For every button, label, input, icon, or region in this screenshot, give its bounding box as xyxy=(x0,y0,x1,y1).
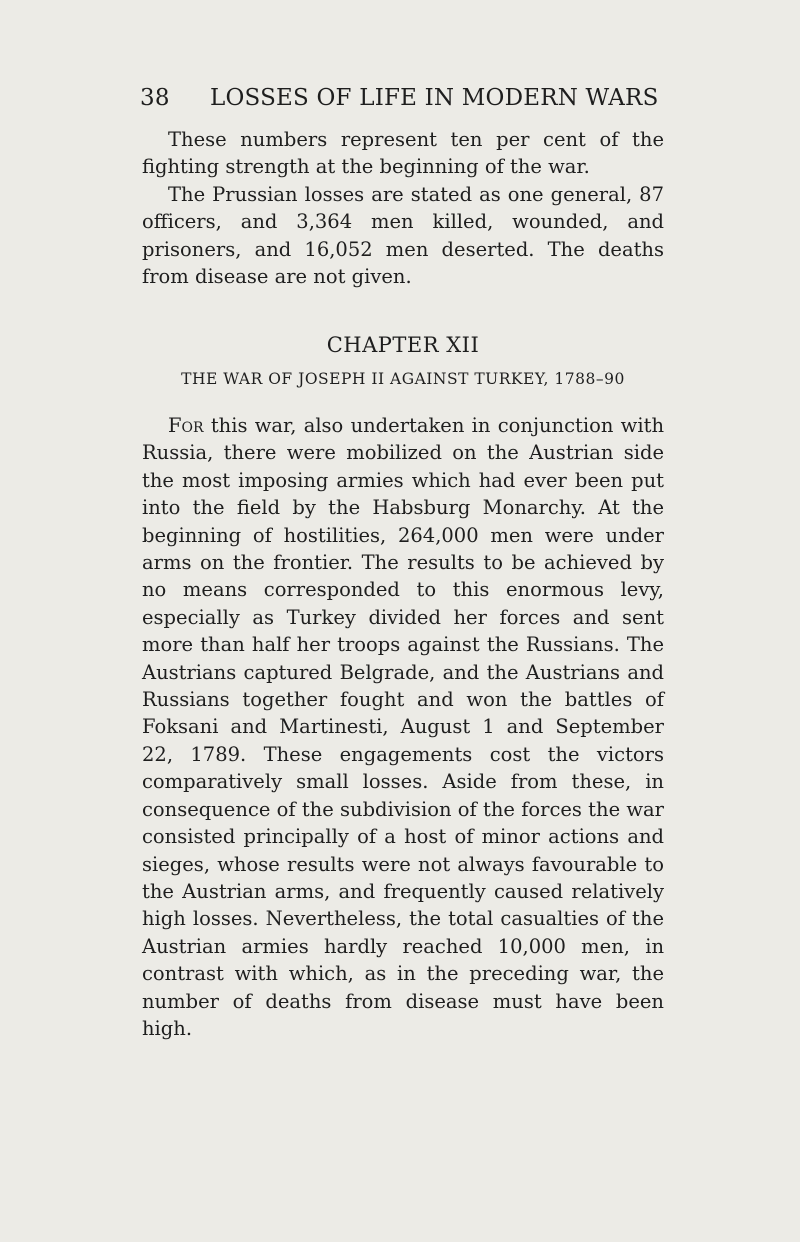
paragraph-body: this war, also undertaken in conjunction with Russia, there were mobilized on the Austrian side the most imposing armies which had ever been put into the field by the Habsburg Monarchy. At the beginning of hostilities, 264,000 men were under arms on the frontier. The results to be achieved by no means corresponded to this enormous levy, especially as Turkey divided her forces and sent more than half her troops against the Russians. The Austrians captured Belgrade, and the Austrians and Russians together fought and won the battles of Foksani and Martinesti, August 1 and September 22, 1789. These engagements cost the victors comparatively small losses. Aside from these, in consequence of the subdivision of the forces the war consisted principally of a host of minor actions and sieges, whose results were not always favourable to the Austrian arms, and frequently caused relatively high losses. Nevertheless, the total casualties of the Austrian armies hardly reached 10,000 men, in contrast with which, as in the preceding war, the number of deaths from disease must have been high. xyxy=(142,414,664,1040)
running-title: LOSSES OF LIFE IN MODERN WARS xyxy=(210,85,659,111)
page-number: 38 xyxy=(140,85,170,111)
lead-word: For xyxy=(168,414,204,437)
paragraph: These numbers represent ten per cent of the fighting strength at the beginning of the war. xyxy=(142,128,664,179)
main-text-block xyxy=(142,412,664,1042)
running-header xyxy=(140,85,660,111)
paragraph: The Prussian losses are stated as one general, 87 officers, and 3,364 men killed, wounded, and prisoners, and 16,052 men deserted. The deaths from disease are not given. xyxy=(142,182,664,289)
paragraph xyxy=(142,412,664,1042)
top-text-block xyxy=(142,126,664,290)
chapter-heading: CHAPTER XII xyxy=(326,333,480,357)
chapter-subheading: THE WAR OF JOSEPH II AGAINST TURKEY, 1788–90 xyxy=(181,370,625,388)
